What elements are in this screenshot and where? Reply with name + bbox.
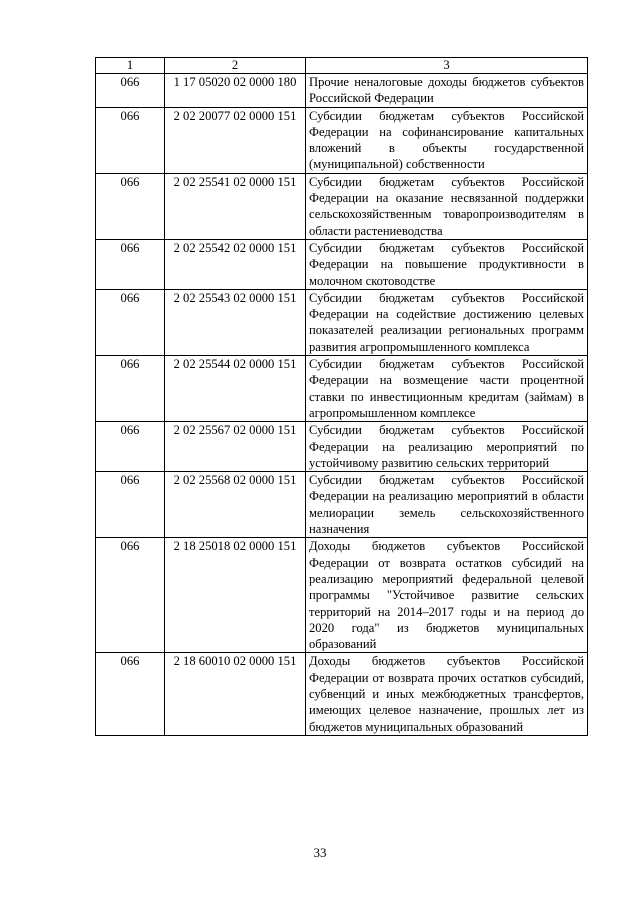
revenue-code-cell: 2 18 25018 02 0000 151 (165, 538, 306, 653)
revenue-code-cell: 2 02 25541 02 0000 151 (165, 173, 306, 239)
admin-code-cell: 066 (96, 653, 165, 735)
table-header-row (96, 58, 588, 74)
table-row (96, 239, 588, 289)
revenue-name-cell: Субсидии бюджетам субъектов Российской Федерации на возмещение части процентной ставки по инвестиционным кредитам (займам) в агропромышленном комплексе (306, 356, 588, 422)
admin-code-cell: 066 (96, 422, 165, 472)
table-row (96, 538, 588, 653)
revenue-name-cell: Субсидии бюджетам субъектов Российской Федерации на реализацию мероприятий по устойчивому развитию сельских территорий (306, 422, 588, 472)
header-column-1: 1 (96, 58, 165, 74)
admin-code-cell: 066 (96, 289, 165, 355)
admin-code-cell: 066 (96, 173, 165, 239)
revenue-name-cell: Доходы бюджетов субъектов Российской Федерации от возврата прочих остатков субсидий, субвенций и иных межбюджетных трансфертов, имеющих целевое назначение, прошлых лет из бюджетов муниципальных образований (306, 653, 588, 735)
revenue-name-cell: Субсидии бюджетам субъектов Российской Федерации на содействие достижению целевых показателей реализации региональных программ развития агропромышленного комплекса (306, 289, 588, 355)
admin-code-cell: 066 (96, 239, 165, 289)
table-row (96, 173, 588, 239)
table-row (96, 74, 588, 108)
admin-code-cell: 066 (96, 472, 165, 538)
table-row (96, 422, 588, 472)
header-column-2: 2 (165, 58, 306, 74)
revenue-code-cell: 1 17 05020 02 0000 180 (165, 74, 306, 108)
revenue-code-cell: 2 02 25544 02 0000 151 (165, 356, 306, 422)
revenue-codes-table (95, 57, 588, 736)
table-row (96, 107, 588, 173)
page-number: 33 (313, 845, 327, 860)
revenue-name-cell: Субсидии бюджетам субъектов Российской Федерации на повышение продуктивности в молочном скотоводстве (306, 239, 588, 289)
revenue-name-cell: Субсидии бюджетам субъектов Российской Федерации на оказание несвязанной поддержки сельскохозяйственным товаропроизводителям в области растениеводства (306, 173, 588, 239)
revenue-code-cell: 2 02 25567 02 0000 151 (165, 422, 306, 472)
revenue-name-cell: Субсидии бюджетам субъектов Российской Федерации на софинансирование капитальных вложений в объекты государственной (муниципальной) собственности (306, 107, 588, 173)
revenue-code-cell: 2 02 25543 02 0000 151 (165, 289, 306, 355)
admin-code-cell: 066 (96, 356, 165, 422)
revenue-name-cell: Доходы бюджетов субъектов Российской Федерации от возврата остатков субсидий на реализацию мероприятий федеральной целевой программы "Устойчивое развитие сельских территорий на 2014–2017 годы и на период до 2020 года" из бюджетов муниципальных образований (306, 538, 588, 653)
admin-code-cell: 066 (96, 74, 165, 108)
table-row (96, 653, 588, 735)
table-row (96, 472, 588, 538)
admin-code-cell: 066 (96, 107, 165, 173)
revenue-code-cell: 2 18 60010 02 0000 151 (165, 653, 306, 735)
revenue-code-cell: 2 02 20077 02 0000 151 (165, 107, 306, 173)
table-row (96, 356, 588, 422)
revenue-code-cell: 2 02 25568 02 0000 151 (165, 472, 306, 538)
revenue-name-cell: Субсидии бюджетам субъектов Российской Федерации на реализацию мероприятий в области мелиорации земель сельскохозяйственного назначения (306, 472, 588, 538)
table-row (96, 289, 588, 355)
header-column-3: 3 (306, 58, 588, 74)
admin-code-cell: 066 (96, 538, 165, 653)
revenue-name-cell: Прочие неналоговые доходы бюджетов субъектов Российской Федерации (306, 74, 588, 108)
revenue-code-cell: 2 02 25542 02 0000 151 (165, 239, 306, 289)
